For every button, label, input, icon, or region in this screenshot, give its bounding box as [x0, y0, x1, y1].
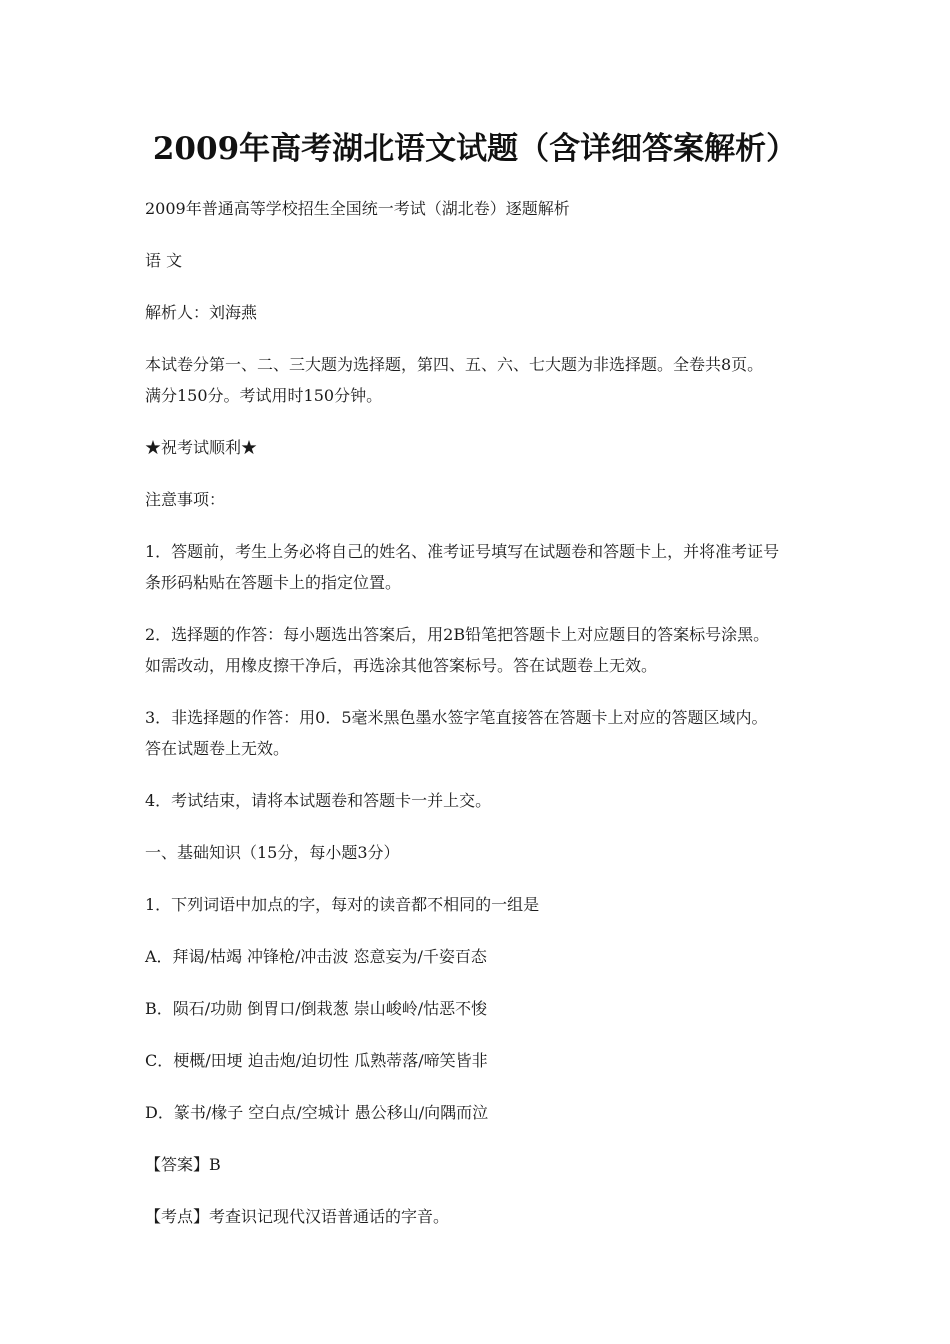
notice-item-2	[145, 619, 815, 681]
text-line: 注意事项：	[145, 490, 226, 509]
analyst-line	[145, 297, 815, 328]
notice-heading	[145, 484, 815, 515]
text-line: 条形码粘贴在答题卡上的指定位置。	[145, 573, 402, 592]
option-c	[145, 1045, 815, 1076]
text-line: 2009年普通高等学校招生全国统一考试（湖北卷）逐题解析	[145, 199, 570, 218]
text-line: A．拜谒/枯竭 冲锋枪/冲击波 恣意妄为/千姿百态	[145, 947, 487, 966]
text-line: B．陨石/功勋 倒胃口/倒栽葱 崇山峻岭/怙恶不悛	[145, 999, 488, 1018]
subject-label	[145, 245, 815, 276]
exam-point-line	[145, 1201, 815, 1232]
answer-line	[145, 1149, 815, 1180]
notice-item-3	[145, 702, 815, 764]
notice-item-4	[145, 785, 815, 816]
text-line: 满分150分。考试用时150分钟。	[145, 386, 383, 405]
option-a	[145, 941, 815, 972]
text-line: 4．考试结束，请将本试题卷和答题卡一并上交。	[145, 791, 492, 810]
question-1-stem	[145, 889, 815, 920]
text-line: D．篆书/椽子 空白点/空城计 愚公移山/向隅而泣	[145, 1103, 489, 1122]
text-line: 【考点】考查识记现代汉语普通话的字音。	[145, 1207, 450, 1226]
text-line: 解析人：刘海燕	[145, 303, 258, 322]
text-line: 一、基础知识（15分，每小题3分）	[145, 843, 400, 862]
section-heading	[145, 837, 815, 868]
text-line: 3．非选择题的作答：用0．5毫米黑色墨水签字笔直接答在答题卡上对应的答题区域内。	[145, 708, 768, 727]
good-luck-line	[145, 432, 815, 463]
exam-subtitle	[145, 193, 815, 224]
text-line: 本试卷分第一、二、三大题为选择题，第四、五、六、七大题为非选择题。全卷共8页。	[145, 355, 764, 374]
text-line: C．梗概/田埂 迫击炮/迫切性 瓜熟蒂落/啼笑皆非	[145, 1051, 488, 1070]
option-d	[145, 1097, 815, 1128]
page-title: 2009年高考湖北语文试题（含详细答案解析）	[152, 130, 798, 167]
text-line: 如需改动，用橡皮擦干净后，再选涂其他答案标号。答在试题卷上无效。	[145, 656, 658, 675]
text-line: 1．答题前，考生上务必将自己的姓名、准考证号填写在试题卷和答题卡上，并将准考证号	[145, 542, 780, 561]
text-line: 1．下列词语中加点的字，每对的读音都不相同的一组是	[145, 895, 540, 914]
text-line: ★祝考试顺利★	[145, 438, 258, 457]
text-line: 答在试题卷上无效。	[145, 739, 290, 758]
text-line: 语 文	[145, 251, 183, 270]
notice-item-1	[145, 536, 815, 598]
option-b	[145, 993, 815, 1024]
exam-structure-paragraph	[145, 349, 815, 411]
text-line: 2．选择题的作答：每小题选出答案后，用2B铅笔把答题卡上对应题目的答案标号涂黑。	[145, 625, 770, 644]
text-line: 【答案】B	[145, 1155, 221, 1174]
